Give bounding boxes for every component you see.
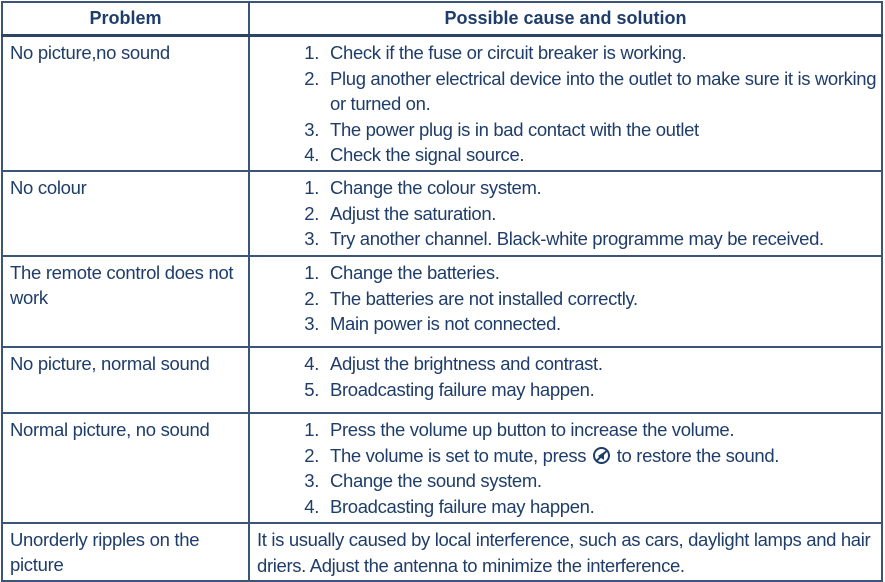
problem-cell: No picture, normal sound xyxy=(2,347,249,413)
problem-cell: Normal picture, no sound xyxy=(2,413,249,523)
item-text: Main power is not connected. xyxy=(330,313,561,334)
table-row xyxy=(2,171,882,256)
troubleshooting-table xyxy=(1,1,883,582)
item-number: 4. xyxy=(304,495,319,517)
list-item xyxy=(250,377,877,403)
list-item xyxy=(250,494,877,520)
table-row xyxy=(2,347,882,413)
item-number: 5. xyxy=(304,378,319,400)
solution-cell xyxy=(249,171,882,256)
list-item xyxy=(250,417,877,443)
item-text: Check the signal source. xyxy=(330,144,525,165)
item-number: 1. xyxy=(304,419,319,440)
item-text: Change the sound system. xyxy=(330,470,542,491)
list-item xyxy=(250,311,877,337)
item-number: 1. xyxy=(304,177,319,198)
list-item xyxy=(250,40,877,66)
table-row xyxy=(2,256,882,347)
header-solution: Possible cause and solution xyxy=(249,2,882,36)
item-text: Adjust the brightness and contrast. xyxy=(330,353,603,374)
item-number: 1. xyxy=(304,262,319,283)
item-text: Press the volume up button to increase the volume. xyxy=(330,419,735,440)
item-text-before: The volume is set to mute, press xyxy=(330,444,587,466)
solution-list xyxy=(250,175,877,252)
item-number: 3. xyxy=(304,470,319,491)
list-item xyxy=(250,443,877,469)
item-number: 4. xyxy=(304,144,319,165)
item-text: Broadcasting failure may happen. xyxy=(330,378,595,400)
list-item xyxy=(250,175,877,201)
list-item xyxy=(250,468,877,494)
item-text: Check if the fuse or circuit breaker is working. xyxy=(330,42,687,63)
list-item xyxy=(250,201,877,227)
item-number: 2. xyxy=(304,202,319,224)
list-item xyxy=(250,66,877,117)
item-text xyxy=(330,443,877,469)
item-number: 3. xyxy=(304,228,319,249)
solution-list xyxy=(250,40,877,168)
problem-cell: No picture,no sound xyxy=(2,36,249,172)
list-item xyxy=(250,286,877,312)
item-text: Broadcasting failure may happen. xyxy=(330,495,595,517)
problem-cell: The remote control does not work xyxy=(2,256,249,347)
solution-list xyxy=(250,260,877,337)
item-text: The power plug is in bad contact with the outlet xyxy=(330,118,699,140)
item-text: Adjust the saturation. xyxy=(330,202,497,224)
item-text: The batteries are not installed correctly. xyxy=(330,287,638,309)
table-row xyxy=(2,413,882,523)
item-number: 1. xyxy=(304,42,319,63)
list-item xyxy=(250,226,877,252)
solution-list xyxy=(250,351,877,402)
mute-icon xyxy=(593,447,610,464)
list-item xyxy=(250,260,877,286)
solution-cell xyxy=(249,413,882,523)
item-number: 2. xyxy=(304,444,319,466)
solution-cell xyxy=(249,347,882,413)
item-number: 3. xyxy=(304,313,319,334)
item-number: 2. xyxy=(304,287,319,309)
table-row xyxy=(2,523,882,581)
problem-cell: No colour xyxy=(2,171,249,256)
item-number: 3. xyxy=(304,118,319,140)
item-text: Plug another electrical device into the outlet to make sure it is working or turned on. xyxy=(330,67,877,114)
solution-cell: It is usually caused by local interference, such as cars, daylight lamps and hair driers. Adjust the antenna to minimize the interference. xyxy=(249,523,882,581)
solution-list xyxy=(250,417,877,519)
list-item xyxy=(250,142,877,168)
item-text-after: to restore the sound. xyxy=(616,444,780,466)
list-item xyxy=(250,117,877,143)
problem-cell: Unorderly ripples on the picture xyxy=(2,523,249,581)
item-text: Change the colour system. xyxy=(330,177,542,198)
item-number: 4. xyxy=(304,353,319,374)
item-text: Try another channel. Black-white programme may be received. xyxy=(330,228,824,249)
table-row xyxy=(2,36,882,172)
list-item xyxy=(250,351,877,377)
solution-cell xyxy=(249,256,882,347)
item-text: Change the batteries. xyxy=(330,262,500,283)
item-number: 2. xyxy=(304,67,319,89)
header-problem: Problem xyxy=(2,2,249,36)
solution-cell xyxy=(249,36,882,172)
table-header-row xyxy=(2,2,882,36)
